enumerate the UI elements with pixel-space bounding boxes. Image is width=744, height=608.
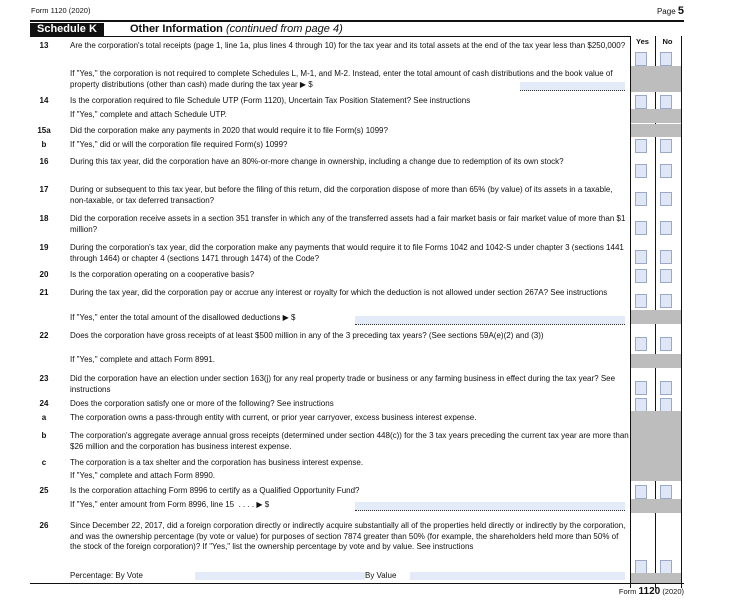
- item-26-shade: [631, 573, 656, 583]
- form-footer: Form 1120 (2020): [618, 586, 684, 597]
- item-21-no-box[interactable]: [660, 294, 672, 308]
- item-17-yes-box[interactable]: [635, 192, 647, 206]
- item-16-yes-box[interactable]: [635, 164, 647, 178]
- form-id: Form 1120 (2020): [31, 6, 91, 15]
- item-15a-shade-no: [656, 124, 681, 137]
- item-16-no-box[interactable]: [660, 164, 672, 178]
- item-13-yes-box[interactable]: [635, 52, 647, 66]
- item-22-shade: [631, 354, 656, 368]
- item-20-yes-box[interactable]: [635, 269, 647, 283]
- item-22-yes-box[interactable]: [635, 337, 647, 351]
- item-26-shade-no: [656, 573, 681, 583]
- item-15b-yes-box[interactable]: [635, 139, 647, 153]
- item-13-amount-field[interactable]: [520, 82, 625, 91]
- item-25-no-box[interactable]: [660, 485, 672, 499]
- item-20-no-box[interactable]: [660, 269, 672, 283]
- page-number: Page 5: [656, 5, 684, 17]
- item-22-no-box[interactable]: [660, 337, 672, 351]
- item-15b-no-box[interactable]: [660, 139, 672, 153]
- item-17-no-box[interactable]: [660, 192, 672, 206]
- yes-header: Yes: [636, 37, 649, 46]
- schedule-tag: Schedule K: [30, 23, 104, 36]
- item-14-shade-no: [656, 109, 681, 123]
- item-19-yes-box[interactable]: [635, 250, 647, 264]
- item-25-shade: [631, 499, 656, 513]
- item-13-shade-no: [656, 66, 681, 92]
- item-25-yes-box[interactable]: [635, 485, 647, 499]
- item-21-yes-box[interactable]: [635, 294, 647, 308]
- item-22-shade-no: [656, 354, 681, 368]
- item-14-yes-box[interactable]: [635, 95, 647, 109]
- item-15a-shade: [631, 124, 656, 137]
- item-19-no-box[interactable]: [660, 250, 672, 264]
- item-23-yes-box[interactable]: [635, 381, 647, 395]
- value-field[interactable]: [410, 572, 625, 580]
- form-page: Form 1120 (2020) Page 5 Schedule K Other Information (continued from page 4) Yes No 13 Are the corporation's total receipts (page 1, line 1a, plus lines 4 through 10) for the tax year and its total assets at the end of the tax year less than $250,000? If "Yes," the corporation is not required to complete Schedules L, M-1, and M-2. Instead, enter the total amount of cash distributions and the book value of property distributions (other than cash) made during the tax year ▶ $ 14 Is the corporation required to file Schedule UTP (Form 1120), Uncertain Tax Position Statement? See instructions If "Yes," complete and attach Schedule UTP. 15a Did the corporation make any payments in 2020 that would require it to file Form(s) 1099? b If "Yes," did or will the corporation file required Form(s) 1099? 16 During this tax year, did the corporation have an 80%-or-more change in ownership, including a change due to redemption of its own stock? 17 During or subsequent to this tax year, but before the filing of this return, did the corporation dispose of more than 65% (by value) of its assets in a taxable, non-taxable, or tax deferred transaction? 18 Did the corporation receive assets in a section 351 transfer in which any of the transferred assets had a fair market basis or fair market value of more than $1 million? 19 During the corporation's tax year, did the corporation make any payments that would require it to file Forms 1042 and 1042-S under chapter 3 (sections 1441 through 1464) or chapter 4 (sections 1471 through 1474) of the Code? 20 Is the corporation operating on a cooperative basis? 21 During the tax year, did the corporation pay or accrue any interest or royalty for which the deduction is not allowed under section 267A? See instructions If "Yes," enter the total amount of the disallowed deductions ▶ $ 22 Does the corporation have gross receipts of at least $500 million in any of the 3 preceding tax years? (See sections 59A(e)(2) and (3)) If "Yes," complete and attach Form 8991. 23 Did the corporation have an election under section 163(j) for any real property trade or business or any farming business in effect during the tax year? See instructions 24 Does the corporation satisfy one or more of the following? See instructions a The corporation owns a pass-through entity with current, or prior year carryover, excess business interest expense. b The corporation's aggregate average annual gross receipts (determined under section 448(c)) for the 3 tax years preceding the current tax year are more than $26 million and the corporation has business interest expense. c The corporation is a tax shelter and the corporation has business interest expense. If "Yes," complete and attach Form 8990. 25 Is the corporation attaching Form 8996 to certify as a Qualified Opportunity Fund? If "Yes," enter amount from Form 8996, line 15 . . . . ▶ $ 26 Since December 22, 2017, did a foreign corporation directly or indirectly acquire substantially all of the properties held directly or indirectly by the corporation, and was the ownership percentage (by vote or value) for purposes of section 7874 greater than 50% (for example, the shareholders held more than 50% of the stock of the foreign corporation)? If "Yes," list the ownership percentage by vote and by value. See instructions Percentage: By Vote By Value Form 1120 (2020): [0, 0, 744, 608]
- item-14-no-box[interactable]: [660, 95, 672, 109]
- vote-field[interactable]: [195, 572, 365, 580]
- item-21-amount-field[interactable]: [355, 316, 625, 325]
- header-rule: [30, 36, 630, 37]
- item-24-yes-box[interactable]: [635, 398, 647, 412]
- item-25-shade-no: [656, 499, 681, 513]
- schedule-header: [30, 22, 684, 36]
- item-18-no-box[interactable]: [660, 221, 672, 235]
- item-26-yes-box[interactable]: [635, 560, 647, 574]
- item-24-shade: [631, 411, 656, 481]
- item-24-no-box[interactable]: [660, 398, 672, 412]
- value-label: By Value: [365, 571, 397, 580]
- item-13-shade: [631, 66, 656, 92]
- item-25-amount-field[interactable]: [355, 502, 625, 511]
- item-14-shade: [631, 109, 656, 123]
- item-21-shade-no: [656, 310, 681, 324]
- item-21-shade: [631, 310, 656, 324]
- item-23-no-box[interactable]: [660, 381, 672, 395]
- vote-label: Percentage: By Vote: [70, 571, 143, 580]
- footer-rule: [30, 583, 684, 584]
- item-26-no-box[interactable]: [660, 560, 672, 574]
- item-13-no-box[interactable]: [660, 52, 672, 66]
- item-24-shade-no: [656, 411, 681, 481]
- item-18-yes-box[interactable]: [635, 221, 647, 235]
- no-header: No: [662, 37, 673, 46]
- schedule-title: Other Information (continued from page 4): [130, 23, 343, 35]
